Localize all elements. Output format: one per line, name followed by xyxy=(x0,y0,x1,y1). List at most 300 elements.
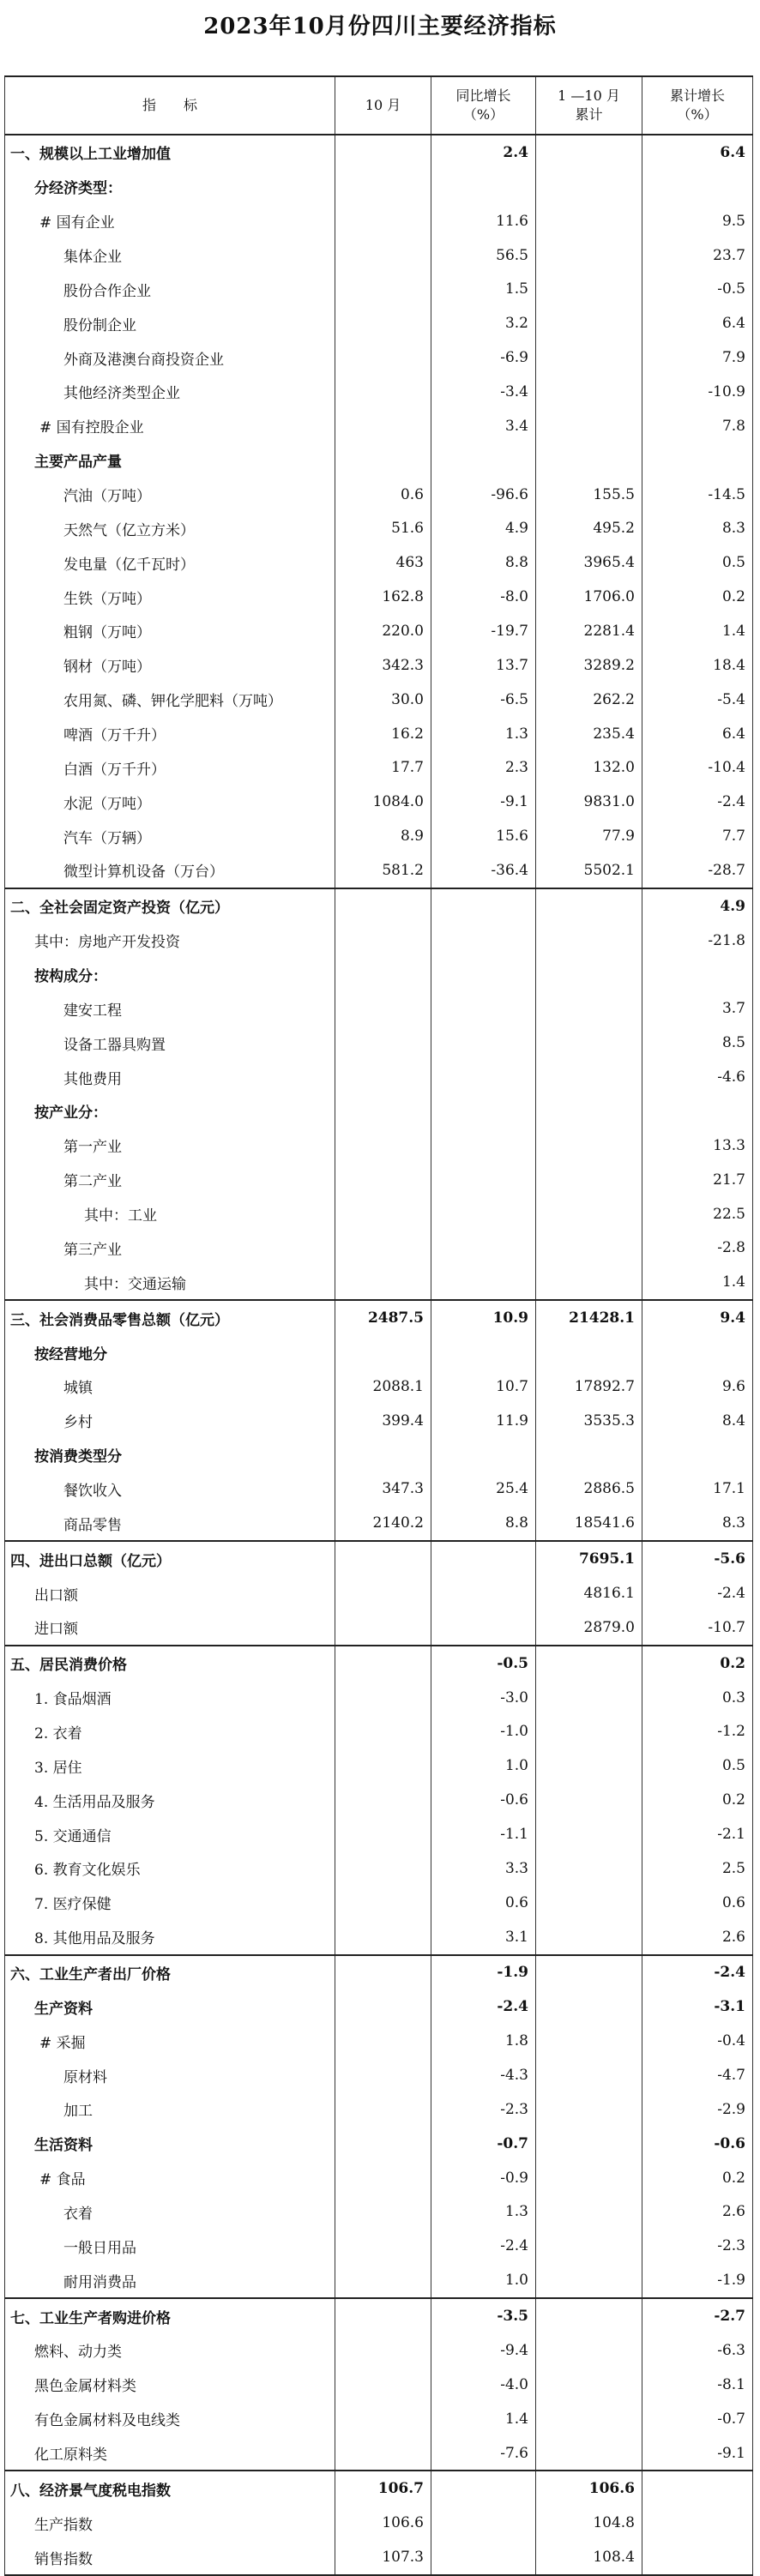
cell-cumulative xyxy=(536,2195,642,2230)
cell-month: 162.8 xyxy=(335,580,431,614)
row-label: 股份制企业 xyxy=(5,306,335,340)
cell-yoy xyxy=(431,2506,536,2540)
cell-cumulative: 17892.7 xyxy=(536,1369,642,1404)
row-label: 五、居民消费价格 xyxy=(5,1646,335,1681)
cell-cumulative xyxy=(536,272,642,306)
cell-cumulative-growth: 2.6 xyxy=(642,1920,753,1955)
cell-month xyxy=(335,1748,431,1783)
cell-yoy: 8.8 xyxy=(431,1506,536,1541)
row-label: 5. 交通通信 xyxy=(5,1817,335,1851)
table-row xyxy=(5,1646,753,1681)
cell-yoy xyxy=(431,1060,536,1094)
table-row xyxy=(5,1715,753,1749)
row-label: 一、规模以上工业增加值 xyxy=(5,135,335,170)
table-row xyxy=(5,204,753,238)
cell-cumulative xyxy=(536,375,642,409)
header-yoy: 同比增长 （%） xyxy=(431,76,536,135)
cell-cumulative xyxy=(536,1715,642,1749)
cell-month xyxy=(335,2368,431,2402)
cell-yoy: 1.8 xyxy=(431,2024,536,2058)
cell-cumulative: 77.9 xyxy=(536,819,642,853)
row-label: 销售指数 xyxy=(5,2540,335,2575)
cell-yoy: -6.9 xyxy=(431,340,536,375)
cell-yoy: -8.0 xyxy=(431,580,536,614)
cell-cumulative-growth xyxy=(642,1094,753,1129)
row-label: 按产业分： xyxy=(5,1094,335,1129)
cell-cumulative-growth: 7.7 xyxy=(642,819,753,853)
cell-cumulative: 2886.5 xyxy=(536,1472,642,1507)
cell-yoy: -96.6 xyxy=(431,478,536,512)
row-label: 进口额 xyxy=(5,1610,335,1646)
row-label: 农用氮、磷、钾化学肥料（万吨） xyxy=(5,683,335,717)
cell-cumulative-growth: 9.5 xyxy=(642,204,753,238)
cell-cumulative-growth: 2.6 xyxy=(642,2195,753,2230)
row-label: 7. 医疗保健 xyxy=(5,1886,335,1920)
cell-cumulative: 21428.1 xyxy=(536,1300,642,1335)
row-label: 主要产品产量 xyxy=(5,443,335,478)
table-row xyxy=(5,306,753,340)
cell-month: 106.7 xyxy=(335,2471,431,2506)
cell-month xyxy=(335,1197,431,1231)
cell-cumulative xyxy=(536,1265,642,1300)
cell-cumulative-growth: 6.4 xyxy=(642,135,753,170)
table-row xyxy=(5,443,753,478)
cell-yoy xyxy=(431,1541,536,1576)
cell-yoy: -6.5 xyxy=(431,683,536,717)
cell-month xyxy=(335,1335,431,1369)
cell-cumulative-growth: -2.4 xyxy=(642,785,753,819)
cell-month: 399.4 xyxy=(335,1404,431,1438)
cell-cumulative: 235.4 xyxy=(536,717,642,751)
cell-cumulative xyxy=(536,1681,642,1715)
cell-month: 463 xyxy=(335,545,431,580)
cell-cumulative-growth: 0.6 xyxy=(642,1886,753,1920)
cell-cumulative-growth: 4.9 xyxy=(642,888,753,924)
cell-yoy: 3.1 xyxy=(431,1920,536,1955)
cell-cumulative-growth: 0.2 xyxy=(642,2161,753,2195)
cell-yoy: 3.3 xyxy=(431,1851,536,1886)
cell-month xyxy=(335,1094,431,1129)
cell-yoy: -3.5 xyxy=(431,2298,536,2333)
indicators-table xyxy=(4,75,753,2576)
table-row xyxy=(5,1060,753,1094)
cell-yoy: 2.4 xyxy=(431,135,536,170)
row-label: 商品零售 xyxy=(5,1506,335,1541)
row-label: 6. 教育文化娱乐 xyxy=(5,1851,335,1886)
row-label: 二、全社会固定资产投资（亿元） xyxy=(5,888,335,924)
cell-month xyxy=(335,204,431,238)
table-row xyxy=(5,717,753,751)
cell-yoy: 56.5 xyxy=(431,238,536,273)
row-label: 汽油（万吨） xyxy=(5,478,335,512)
cell-yoy xyxy=(431,170,536,204)
table-row xyxy=(5,785,753,819)
row-label: 粗钢（万吨） xyxy=(5,614,335,648)
row-label: 其他费用 xyxy=(5,1060,335,1094)
table-row xyxy=(5,1231,753,1266)
cell-cumulative xyxy=(536,2161,642,2195)
cell-cumulative-growth: 0.2 xyxy=(642,580,753,614)
row-label: 建安工程 xyxy=(5,991,335,1026)
row-label: 外商及港澳台商投资企业 xyxy=(5,340,335,375)
cell-cumulative-growth: -14.5 xyxy=(642,478,753,512)
cell-month xyxy=(335,1129,431,1163)
cell-yoy: 10.9 xyxy=(431,1300,536,1335)
cell-cumulative-growth: 0.5 xyxy=(642,545,753,580)
cell-month: 347.3 xyxy=(335,1472,431,1507)
table-row xyxy=(5,2058,753,2092)
cell-yoy: 2.3 xyxy=(431,750,536,785)
table-row xyxy=(5,819,753,853)
table-row xyxy=(5,2161,753,2195)
cell-yoy: 15.6 xyxy=(431,819,536,853)
cell-cumulative xyxy=(536,135,642,170)
cell-month: 16.2 xyxy=(335,717,431,751)
cell-cumulative-growth: -2.1 xyxy=(642,1817,753,1851)
cell-cumulative: 3289.2 xyxy=(536,648,642,683)
row-label: 1. 食品烟酒 xyxy=(5,1681,335,1715)
cell-cumulative: 2281.4 xyxy=(536,614,642,648)
row-label: 生产资料 xyxy=(5,1989,335,2024)
table-row xyxy=(5,1541,753,1576)
cell-month xyxy=(335,1541,431,1576)
row-label: 一般日用品 xyxy=(5,2229,335,2263)
row-label: 加工 xyxy=(5,2092,335,2127)
cell-cumulative xyxy=(536,2229,642,2263)
cell-yoy: 4.9 xyxy=(431,511,536,545)
cell-cumulative xyxy=(536,409,642,443)
cell-month xyxy=(335,135,431,170)
table-row xyxy=(5,170,753,204)
row-label: 三、社会消费品零售总额（亿元） xyxy=(5,1300,335,1335)
cell-cumulative xyxy=(536,2436,642,2471)
cell-cumulative-growth: -1.9 xyxy=(642,2263,753,2298)
cell-yoy: 1.0 xyxy=(431,1748,536,1783)
table-row xyxy=(5,272,753,306)
table-row xyxy=(5,1404,753,1438)
cell-yoy: -1.1 xyxy=(431,1817,536,1851)
cell-month xyxy=(335,958,431,992)
cell-cumulative xyxy=(536,2127,642,2161)
cell-cumulative-growth: 9.6 xyxy=(642,1369,753,1404)
cell-cumulative-growth: -2.4 xyxy=(642,1576,753,1610)
cell-month xyxy=(335,2263,431,2298)
cell-cumulative: 108.4 xyxy=(536,2540,642,2575)
cell-yoy xyxy=(431,1231,536,1266)
cell-cumulative-growth xyxy=(642,958,753,992)
cell-cumulative-growth: -2.3 xyxy=(642,2229,753,2263)
cell-cumulative-growth: -2.7 xyxy=(642,2298,753,2333)
cell-cumulative xyxy=(536,1060,642,1094)
row-label: 啤酒（万千升） xyxy=(5,717,335,751)
cell-cumulative xyxy=(536,2402,642,2436)
cell-cumulative xyxy=(536,1989,642,2024)
table-header xyxy=(5,76,753,135)
cell-cumulative-growth: -0.7 xyxy=(642,2402,753,2436)
cell-cumulative-growth: 9.4 xyxy=(642,1300,753,1335)
table-row xyxy=(5,1026,753,1060)
row-label: 第二产业 xyxy=(5,1163,335,1197)
cell-cumulative-growth: -9.1 xyxy=(642,2436,753,2471)
cell-cumulative xyxy=(536,170,642,204)
cell-month xyxy=(335,1920,431,1955)
cell-yoy xyxy=(431,1026,536,1060)
row-label: 微型计算机设备（万台） xyxy=(5,853,335,888)
cell-cumulative xyxy=(536,238,642,273)
table-row xyxy=(5,614,753,648)
table-row xyxy=(5,1094,753,1129)
cell-cumulative-growth: 0.2 xyxy=(642,1783,753,1817)
cell-month xyxy=(335,924,431,958)
table-row xyxy=(5,2298,753,2333)
cell-cumulative xyxy=(536,1129,642,1163)
row-label: 分经济类型： xyxy=(5,170,335,204)
cell-cumulative-growth: 8.4 xyxy=(642,1404,753,1438)
cell-cumulative xyxy=(536,1197,642,1231)
cell-yoy: -2.4 xyxy=(431,1989,536,2024)
cell-month xyxy=(335,1989,431,2024)
cell-month xyxy=(335,170,431,204)
cell-cumulative-growth: 6.4 xyxy=(642,306,753,340)
cell-month xyxy=(335,1438,431,1472)
cell-cumulative-growth xyxy=(642,2506,753,2540)
cell-cumulative xyxy=(536,1094,642,1129)
cell-yoy: -4.0 xyxy=(431,2368,536,2402)
cell-cumulative: 18541.6 xyxy=(536,1506,642,1541)
cell-yoy: -3.0 xyxy=(431,1681,536,1715)
row-label: 黑色金属材料类 xyxy=(5,2368,335,2402)
cell-cumulative-growth: 0.2 xyxy=(642,1646,753,1681)
cell-month: 220.0 xyxy=(335,614,431,648)
row-label: 白酒（万千升） xyxy=(5,750,335,785)
row-label: 其他经济类型企业 xyxy=(5,375,335,409)
table-row xyxy=(5,478,753,512)
cell-cumulative-growth: -10.7 xyxy=(642,1610,753,1646)
cell-yoy: 11.6 xyxy=(431,204,536,238)
cell-month: 30.0 xyxy=(335,683,431,717)
cell-month xyxy=(335,2333,431,2368)
table-row xyxy=(5,1681,753,1715)
cell-cumulative-growth: 18.4 xyxy=(642,648,753,683)
cell-yoy: -0.6 xyxy=(431,1783,536,1817)
table-row xyxy=(5,340,753,375)
cell-cumulative-growth: 3.7 xyxy=(642,991,753,1026)
row-label: 第三产业 xyxy=(5,1231,335,1266)
cell-yoy: 0.6 xyxy=(431,1886,536,1920)
cell-month xyxy=(335,238,431,273)
cell-cumulative xyxy=(536,1163,642,1197)
cell-yoy xyxy=(431,443,536,478)
cell-cumulative-growth: -10.4 xyxy=(642,750,753,785)
table-row xyxy=(5,1576,753,1610)
row-label: 第一产业 xyxy=(5,1129,335,1163)
cell-month: 17.7 xyxy=(335,750,431,785)
table-row xyxy=(5,511,753,545)
cell-month xyxy=(335,1610,431,1646)
table-row xyxy=(5,2540,753,2575)
cell-yoy: -0.7 xyxy=(431,2127,536,2161)
row-label: 生活资料 xyxy=(5,2127,335,2161)
cell-cumulative-growth: 7.9 xyxy=(642,340,753,375)
cell-cumulative-growth: -5.4 xyxy=(642,683,753,717)
cell-month xyxy=(335,2229,431,2263)
cell-cumulative: 3965.4 xyxy=(536,545,642,580)
cell-cumulative-growth: 8.3 xyxy=(642,1506,753,1541)
cell-month: 2487.5 xyxy=(335,1300,431,1335)
cell-cumulative-growth: -2.9 xyxy=(642,2092,753,2127)
cell-cumulative-growth: 23.7 xyxy=(642,238,753,273)
row-label: 按消费类型分 xyxy=(5,1438,335,1472)
header-month: 10 月 xyxy=(335,76,431,135)
table-row xyxy=(5,2127,753,2161)
cell-cumulative-growth: 6.4 xyxy=(642,717,753,751)
row-label: 2. 衣着 xyxy=(5,1715,335,1749)
cell-cumulative: 104.8 xyxy=(536,2506,642,2540)
page-title: 2023年10月份四川主要经济指标 xyxy=(203,14,557,39)
cell-cumulative xyxy=(536,2368,642,2402)
cell-yoy: 10.7 xyxy=(431,1369,536,1404)
cell-month xyxy=(335,2024,431,2058)
cell-yoy xyxy=(431,958,536,992)
cell-month xyxy=(335,2127,431,2161)
cell-cumulative xyxy=(536,1026,642,1060)
cell-cumulative-growth: 8.5 xyxy=(642,1026,753,1060)
cell-month xyxy=(335,1576,431,1610)
table-row xyxy=(5,2024,753,2058)
cell-yoy: 1.3 xyxy=(431,717,536,751)
cell-cumulative xyxy=(536,2263,642,2298)
row-label: 集体企业 xyxy=(5,238,335,273)
table-row xyxy=(5,888,753,924)
cell-yoy xyxy=(431,1576,536,1610)
table-row xyxy=(5,580,753,614)
table-row xyxy=(5,1920,753,1955)
cell-cumulative xyxy=(536,1231,642,1266)
cell-month xyxy=(335,1681,431,1715)
row-label: 4. 生活用品及服务 xyxy=(5,1783,335,1817)
row-label: 发电量（亿千瓦时） xyxy=(5,545,335,580)
cell-cumulative-growth: -10.9 xyxy=(642,375,753,409)
row-label: # 国有企业 xyxy=(5,204,335,238)
cell-yoy: -9.4 xyxy=(431,2333,536,2368)
cell-cumulative xyxy=(536,2092,642,2127)
cell-yoy: 1.0 xyxy=(431,2263,536,2298)
cell-cumulative-growth: 21.7 xyxy=(642,1163,753,1197)
table-row xyxy=(5,2092,753,2127)
cell-cumulative-growth: 13.3 xyxy=(642,1129,753,1163)
cell-cumulative xyxy=(536,991,642,1026)
cell-month xyxy=(335,1851,431,1886)
row-label: 天然气（亿立方米） xyxy=(5,511,335,545)
cell-yoy xyxy=(431,1438,536,1472)
cell-month xyxy=(335,991,431,1026)
cell-cumulative: 7695.1 xyxy=(536,1541,642,1576)
cell-yoy: 13.7 xyxy=(431,648,536,683)
cell-month xyxy=(335,2402,431,2436)
cell-month xyxy=(335,2092,431,2127)
table-row xyxy=(5,1886,753,1920)
cell-month xyxy=(335,409,431,443)
row-label: 原材料 xyxy=(5,2058,335,2092)
cell-cumulative xyxy=(536,204,642,238)
cell-yoy xyxy=(431,1129,536,1163)
cell-cumulative-growth: -2.8 xyxy=(642,1231,753,1266)
header-cumulative-growth: 累计增长 （%） xyxy=(642,76,753,135)
row-label: 设备工器具购置 xyxy=(5,1026,335,1060)
table-row xyxy=(5,545,753,580)
table-row xyxy=(5,2436,753,2471)
table-row xyxy=(5,135,753,170)
cell-yoy: 25.4 xyxy=(431,1472,536,1507)
cell-yoy: -2.4 xyxy=(431,2229,536,2263)
cell-yoy xyxy=(431,1335,536,1369)
table-row xyxy=(5,1335,753,1369)
cell-yoy: 8.8 xyxy=(431,545,536,580)
table-row xyxy=(5,958,753,992)
row-label: 其中：工业 xyxy=(5,1197,335,1231)
cell-cumulative-growth: 8.3 xyxy=(642,511,753,545)
table-row xyxy=(5,683,753,717)
header-cumulative: 1 —10 月 累计 xyxy=(536,76,642,135)
cell-yoy: -9.1 xyxy=(431,785,536,819)
cell-cumulative-growth: -1.2 xyxy=(642,1715,753,1749)
table-row xyxy=(5,1783,753,1817)
cell-cumulative-growth: -5.6 xyxy=(642,1541,753,1576)
row-label: 乡村 xyxy=(5,1404,335,1438)
table-row xyxy=(5,1610,753,1646)
table-row xyxy=(5,1472,753,1507)
row-label: 股份合作企业 xyxy=(5,272,335,306)
cell-yoy xyxy=(431,1265,536,1300)
cell-yoy: 1.4 xyxy=(431,2402,536,2436)
row-label: # 食品 xyxy=(5,2161,335,2195)
table-row xyxy=(5,991,753,1026)
cell-cumulative-growth: -6.3 xyxy=(642,2333,753,2368)
cell-month: 2088.1 xyxy=(335,1369,431,1404)
row-label: 按经营地分 xyxy=(5,1335,335,1369)
cell-month xyxy=(335,2161,431,2195)
cell-cumulative-growth: -3.1 xyxy=(642,1989,753,2024)
cell-cumulative xyxy=(536,1646,642,1681)
cell-month: 2140.2 xyxy=(335,1506,431,1541)
row-label: 城镇 xyxy=(5,1369,335,1404)
cell-month: 51.6 xyxy=(335,511,431,545)
cell-yoy: -36.4 xyxy=(431,853,536,888)
cell-cumulative-growth: -0.4 xyxy=(642,2024,753,2058)
table-row xyxy=(5,1265,753,1300)
cell-cumulative xyxy=(536,1783,642,1817)
cell-cumulative xyxy=(536,2058,642,2092)
table-row xyxy=(5,238,753,273)
cell-month xyxy=(335,1817,431,1851)
cell-yoy: 3.4 xyxy=(431,409,536,443)
cell-cumulative-growth: -8.1 xyxy=(642,2368,753,2402)
cell-cumulative-growth xyxy=(642,170,753,204)
cell-month xyxy=(335,1060,431,1094)
cell-cumulative-growth: 17.1 xyxy=(642,1472,753,1507)
cell-month: 8.9 xyxy=(335,819,431,853)
cell-yoy: -3.4 xyxy=(431,375,536,409)
row-label: 其中：房地产开发投资 xyxy=(5,924,335,958)
row-label: 按构成分： xyxy=(5,958,335,992)
cell-month xyxy=(335,1265,431,1300)
cell-cumulative: 2879.0 xyxy=(536,1610,642,1646)
cell-yoy xyxy=(431,888,536,924)
row-label: 生铁（万吨） xyxy=(5,580,335,614)
cell-month xyxy=(335,1955,431,1990)
cell-yoy: -0.5 xyxy=(431,1646,536,1681)
cell-month xyxy=(335,2298,431,2333)
